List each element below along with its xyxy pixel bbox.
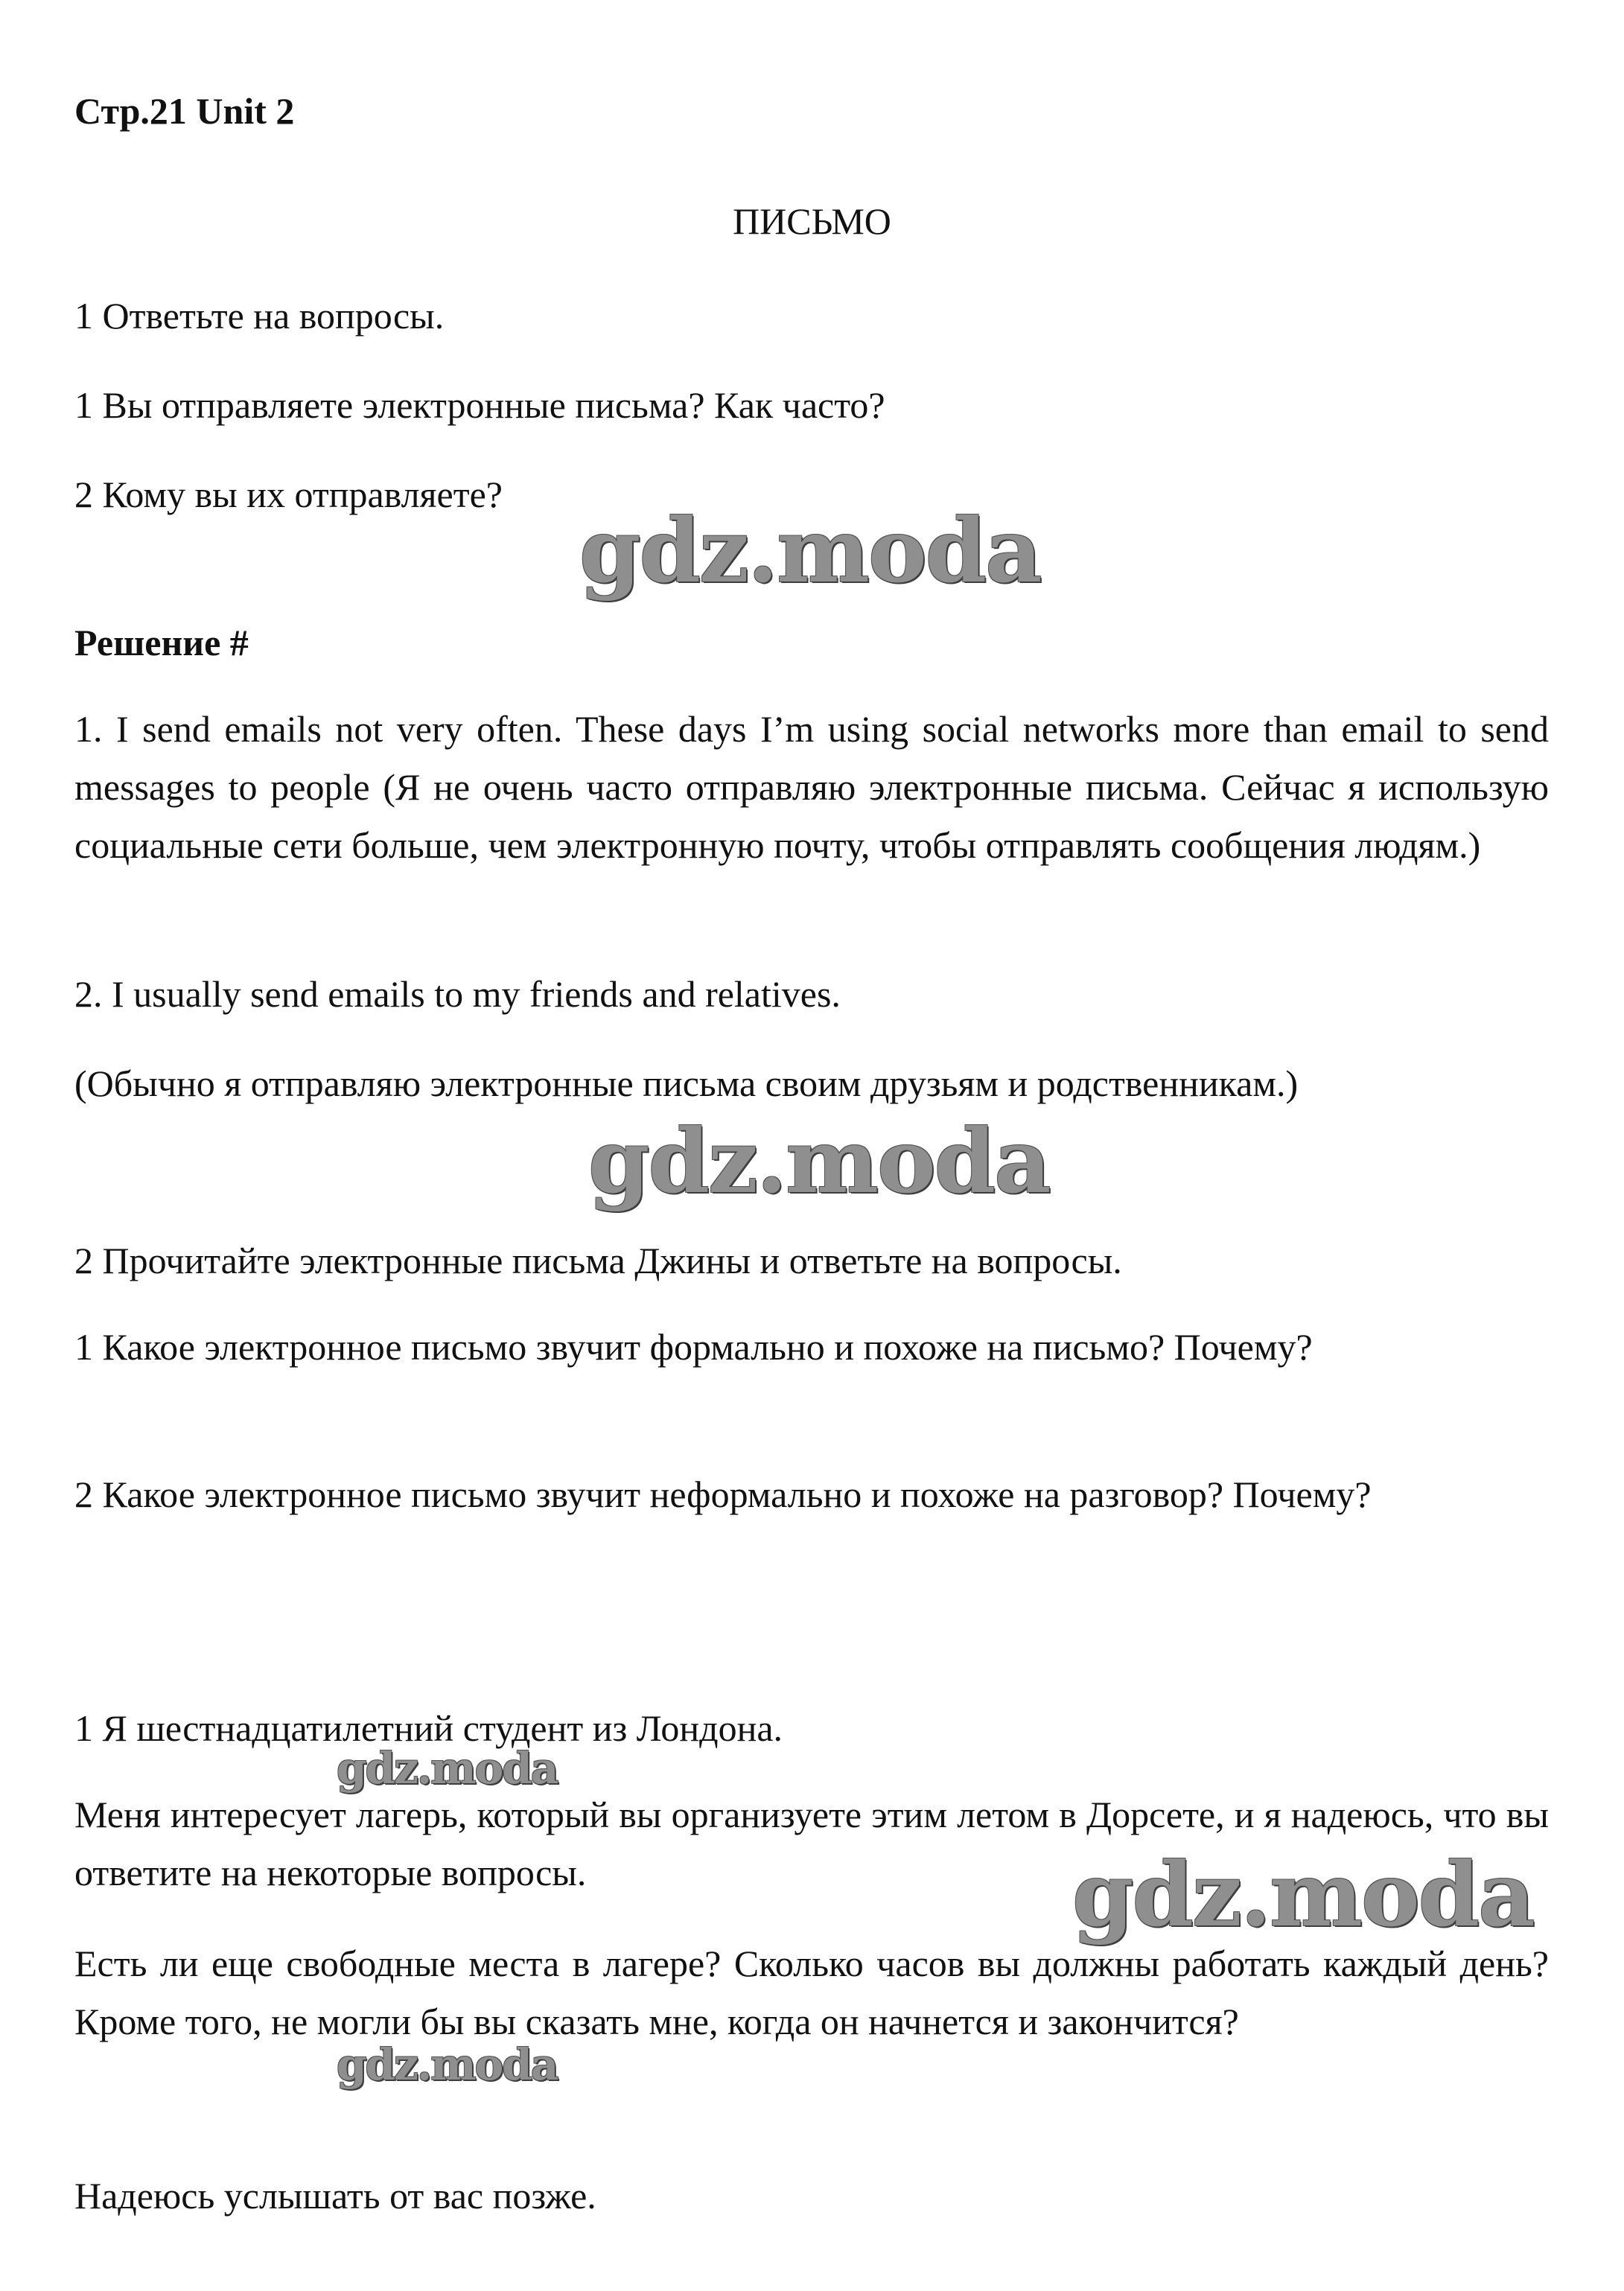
- task2-question-1: 1 Какое электронное письмо звучит формально и похоже на письмо? Почему?: [74, 1326, 1313, 1368]
- page-title: Стр.21 Unit 2: [74, 90, 295, 132]
- watermark-logo: gdz.moda: [579, 499, 1041, 602]
- task2-heading: 2 Прочитайте электронные письма Джины и ответьте на вопросы.: [74, 1240, 1122, 1281]
- watermark-logo: gdz.moda: [588, 1109, 1050, 1213]
- section-title: ПИСЬМО: [733, 200, 891, 242]
- solution-answer-2-translation: (Обычно я отправляю электронные письма своим друзьям и родственникам.): [74, 1062, 1299, 1104]
- solution-answer-1: 1. I send emails not very often. These days I’m using social networks more than email to send messages to people (Я не очень часто отправляю электронные письма. Сейчас я использую социальные сети больше, чем электронную почту, чтобы отправлять сообщения людям.): [74, 708, 1549, 866]
- letter-paragraph-2: Есть ли еще свободные места в лагере? Сколько часов вы должны работать каждый день? Кроме того, не могли бы вы сказать мне, когда он начнется и закончится?: [74, 1943, 1549, 2042]
- watermark-logo: gdz.moda: [337, 1743, 558, 1794]
- solution-heading: Решение #: [74, 622, 249, 663]
- letter-line-1: 1 Я шестнадцатилетний студент из Лондона.: [74, 1707, 783, 1749]
- letter-paragraph-1: Меня интересует лагерь, который вы организуете этим летом в Дорсете, и я надеюсь, что вы ответите на некоторые вопросы.: [74, 1794, 1549, 1893]
- task1-heading: 1 Ответьте на вопросы.: [74, 295, 445, 337]
- task2-question-2: 2 Какое электронное письмо звучит неформально и похоже на разговор? Почему?: [74, 1473, 1372, 1515]
- letter-closing: Надеюсь услышать от вас позже.: [74, 2175, 596, 2217]
- task1-question-1: 1 Вы отправляете электронные письма? Как часто?: [74, 384, 885, 426]
- solution-answer-2: 2. I usually send emails to my friends and relatives.: [74, 973, 841, 1015]
- task1-question-2: 2 Кому вы их отправляете?: [74, 474, 503, 515]
- watermark-logo: gdz.moda: [1072, 1843, 1534, 1946]
- watermark-logo: gdz.moda: [337, 2039, 558, 2090]
